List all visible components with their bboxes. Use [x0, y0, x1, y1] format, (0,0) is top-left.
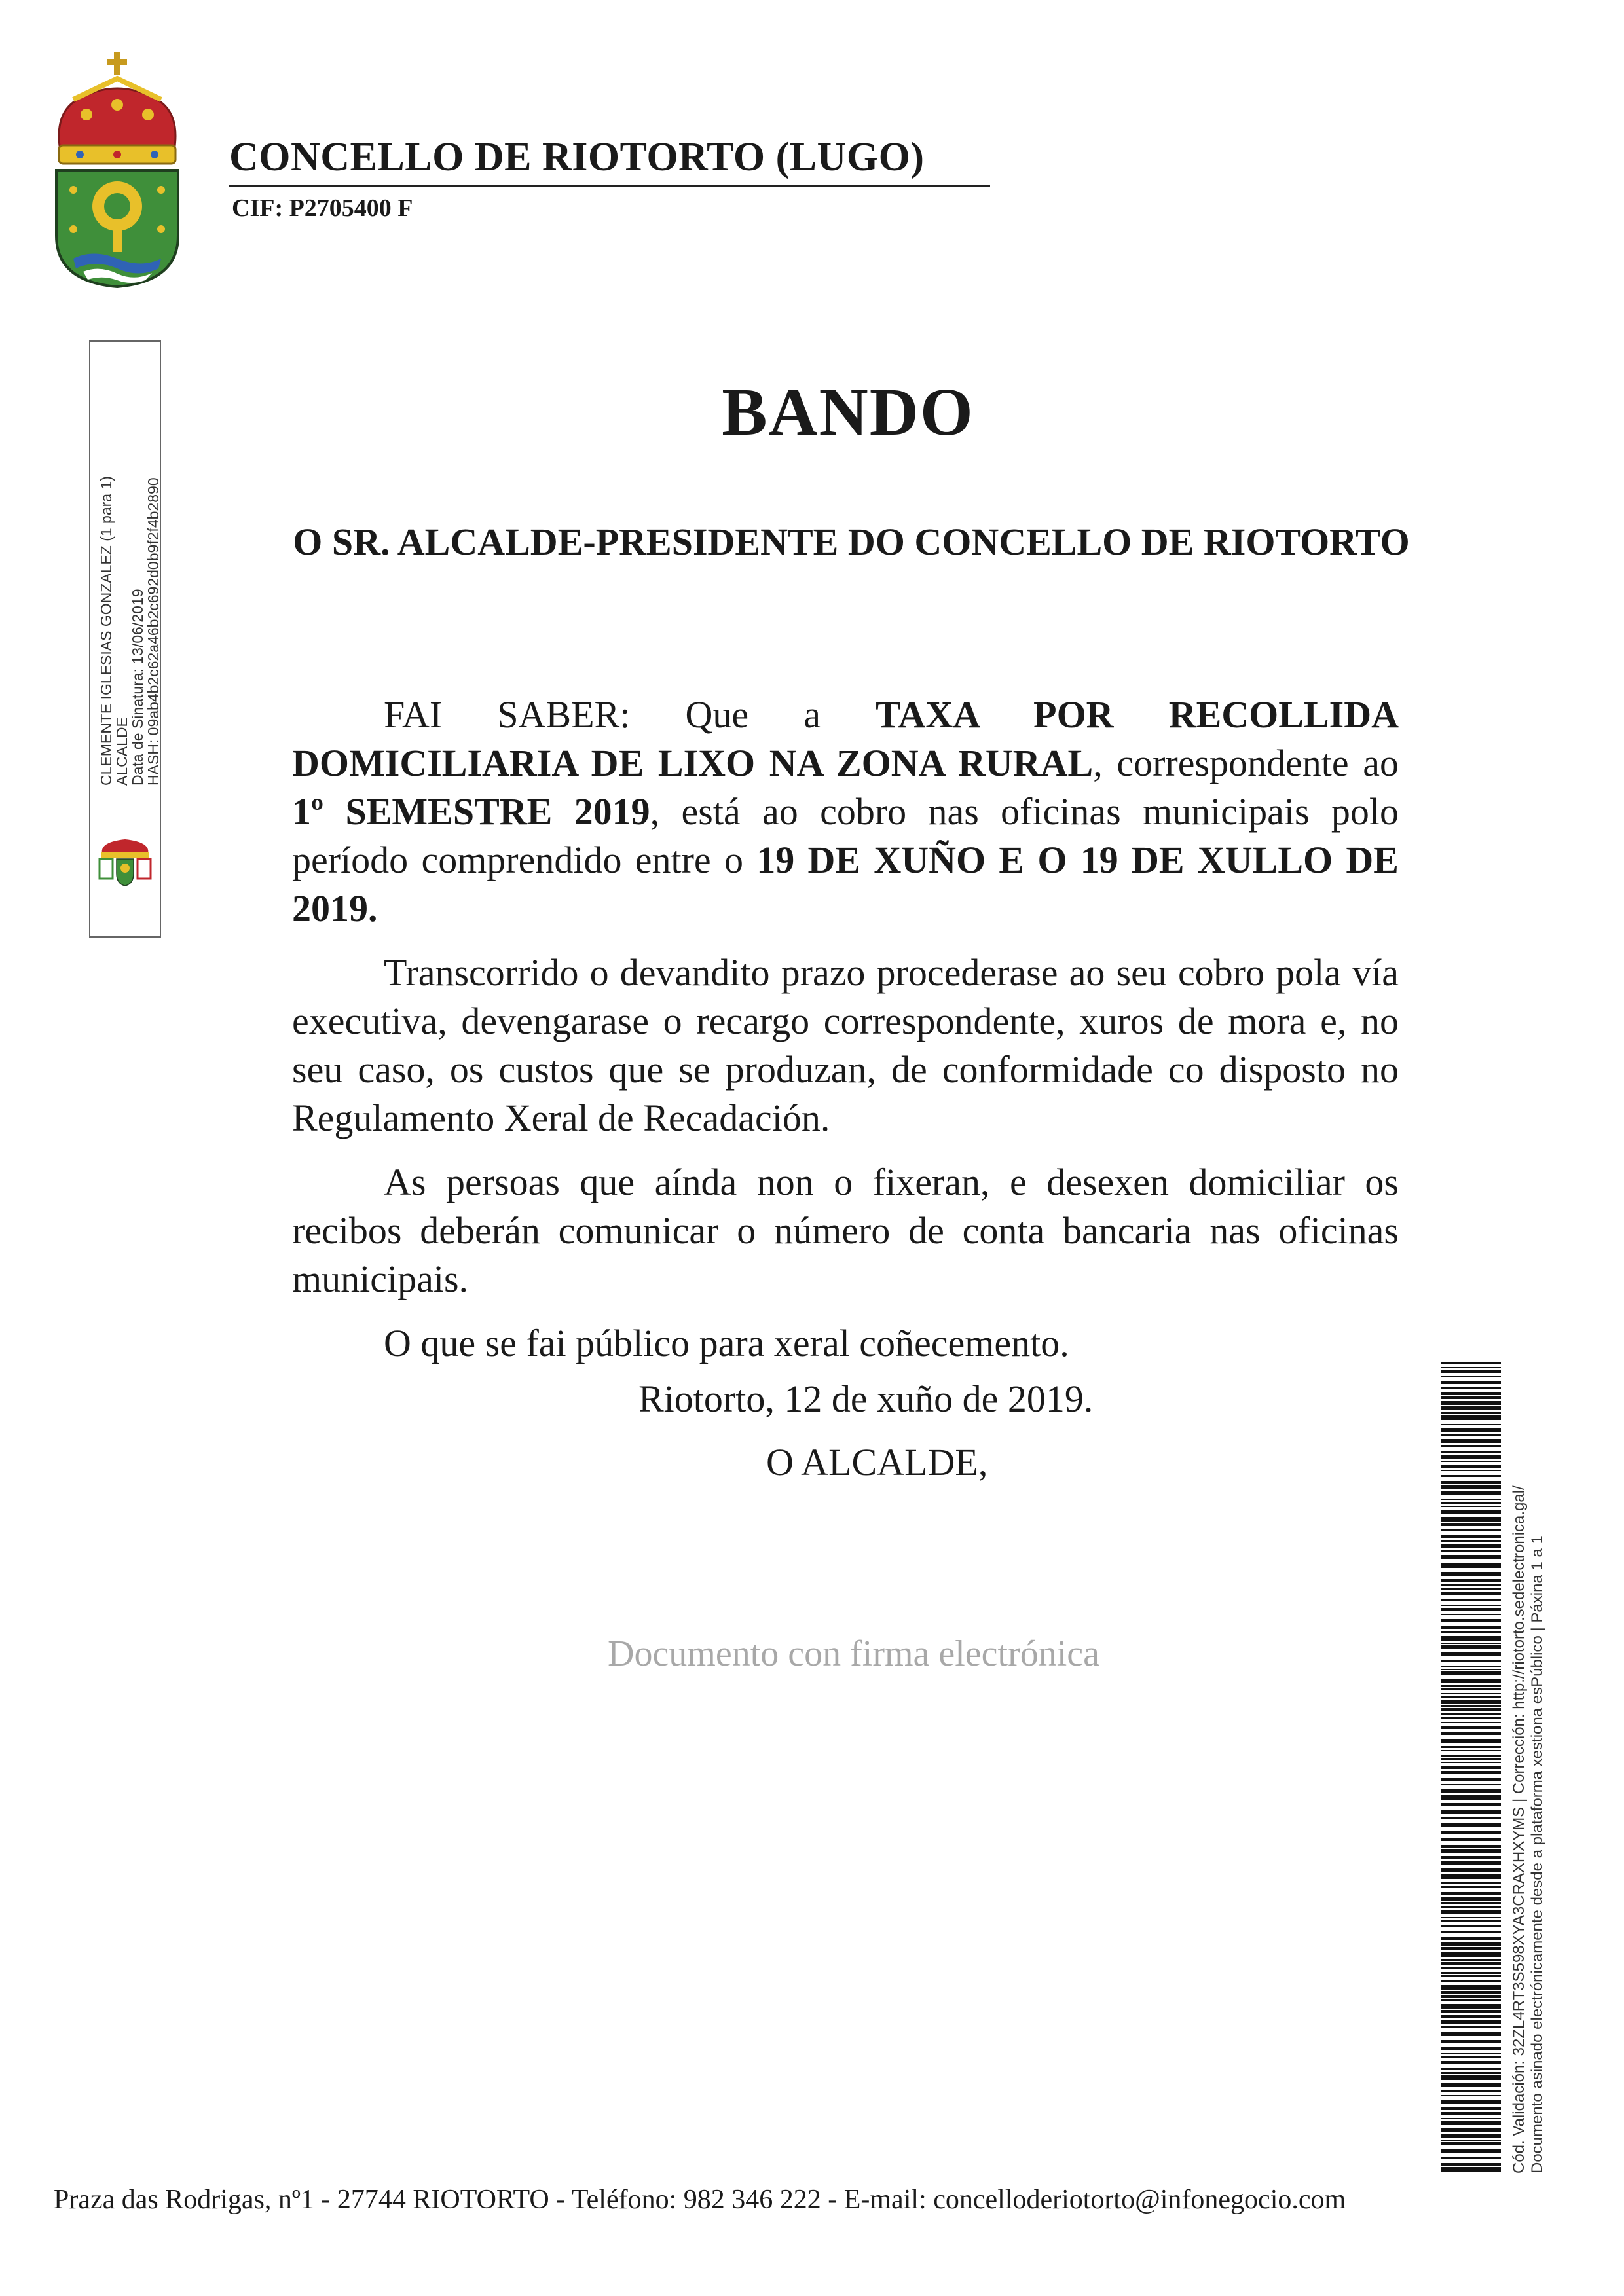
barcode-bar	[1441, 1415, 1501, 1420]
barcode-bar	[1441, 1510, 1501, 1514]
barcode-bar	[1441, 1937, 1501, 1940]
payment-dates: 19 DE XUÑO E O 19 DE XULLO DE 2019.	[292, 839, 1399, 930]
validation-platform-line: Documento asinado electrónicamente desde a plataforma xestiona esPúblico | Páxina 1 a 1	[1528, 1535, 1546, 2174]
barcode-bar	[1441, 1708, 1501, 1711]
barcode-bar	[1441, 1475, 1501, 1477]
barcode-bar	[1441, 1506, 1501, 1507]
barcode-bar	[1441, 2128, 1501, 2132]
barcode-bar	[1441, 1962, 1501, 1965]
barcode-bar	[1441, 1717, 1501, 1719]
body-paragraph-announcement	[292, 691, 1399, 933]
barcode-bar	[1441, 1817, 1501, 1819]
barcode-bar	[1441, 1902, 1501, 1904]
barcode-bar	[1441, 2072, 1501, 2074]
barcode-bar	[1441, 2083, 1501, 2087]
barcode-bar	[1441, 2015, 1501, 2018]
barcode-bar	[1441, 2121, 1501, 2125]
barcode-bar	[1441, 1455, 1501, 1459]
barcode-bar	[1441, 1412, 1501, 1414]
barcode-bar	[1441, 2095, 1501, 2096]
barcode-bar	[1441, 1897, 1501, 1901]
barcode-bar	[1441, 1592, 1501, 1595]
barcode-bar	[1441, 1626, 1501, 1629]
barcode-bar	[1441, 1778, 1501, 1781]
barcode-bar	[1441, 2032, 1501, 2036]
barcode-bar	[1441, 1985, 1501, 1990]
barcode-bar	[1441, 1439, 1501, 1443]
barcode-bar	[1441, 1972, 1501, 1974]
barcode-bar	[1441, 1980, 1501, 1982]
barcode-bar	[1441, 1631, 1501, 1633]
barcode-bar	[1441, 2140, 1501, 2141]
barcode-bar	[1441, 1465, 1501, 1468]
barcode-bar	[1441, 1750, 1501, 1751]
barcode-bar	[1441, 1387, 1501, 1389]
barcode-bar	[1441, 1517, 1501, 1522]
barcode-bar	[1441, 1906, 1501, 1908]
barcode-bar	[1441, 1434, 1501, 1436]
barcode-bar	[1441, 1451, 1501, 1453]
electronic-signature-note: Documento con firma electrónica	[608, 1633, 1099, 1674]
barcode-bar	[1441, 2167, 1501, 2172]
barcode-bar	[1441, 1766, 1501, 1769]
barcode-bar	[1441, 1669, 1501, 1670]
barcode-bar	[1441, 1762, 1501, 1763]
barcode-bar	[1441, 1636, 1501, 1641]
barcode-bar	[1441, 2107, 1501, 2110]
barcode-bar	[1441, 1967, 1501, 1969]
barcode-bar	[1441, 1693, 1501, 1694]
barcode-bar	[1441, 1789, 1501, 1793]
barcode-bar	[1441, 1376, 1501, 1377]
barcode-bar	[1441, 1499, 1501, 1500]
barcode-bar	[1441, 1614, 1501, 1615]
barcode-bar	[1441, 1784, 1501, 1785]
barcode-bar	[1441, 2075, 1501, 2080]
barcode-bar	[1441, 1428, 1501, 1432]
barcode-bar	[1441, 1470, 1501, 1471]
barcode-bar	[1441, 2047, 1501, 2050]
barcode-bar	[1441, 1874, 1501, 1879]
body-paragraph-closing: O que se fai público para xeral coñecemento.	[384, 1322, 1069, 1364]
barcode-bar	[1441, 1685, 1501, 1687]
barcode-bar	[1441, 1917, 1501, 1918]
tax-name: TAXA POR RECOLLIDA DOMICILIARIA DE LIXO NA ZONA RURAL	[292, 693, 1399, 784]
body-paragraph-direct-debit: As persoas que aínda non o fixeran, e desexen domiciliar os recibos deberán comunicar o número de conta bancaria nas oficinas municipais.	[292, 1161, 1399, 1300]
barcode-bar	[1441, 1619, 1501, 1622]
barcode-bar	[1441, 1535, 1501, 1538]
document-title: BANDO	[722, 374, 974, 450]
barcode-bar	[1441, 2163, 1501, 2166]
barcode-bar	[1441, 1540, 1501, 1542]
barcode-bar	[1441, 1401, 1501, 1405]
barcode-bar	[1441, 1652, 1501, 1656]
barcode-bar	[1441, 1726, 1501, 1729]
document-body	[292, 691, 1399, 1383]
barcode-bar	[1441, 1942, 1501, 1946]
barcode-bar	[1441, 2053, 1501, 2054]
barcode-bar	[1441, 2100, 1501, 2104]
barcode-bar	[1441, 1555, 1501, 1559]
barcode-bar	[1441, 1605, 1501, 1606]
barcode-bar	[1441, 1671, 1501, 1675]
barcode-bar	[1441, 1952, 1501, 1957]
barcode-bar	[1441, 1910, 1501, 1914]
barcode-bar	[1441, 2090, 1501, 2092]
barcode-bar	[1441, 2056, 1501, 2058]
barcode-bar	[1441, 1529, 1501, 1531]
barcode-bar	[1441, 1823, 1501, 1827]
barcode-bar	[1441, 1758, 1501, 1760]
validation-text	[1510, 1355, 1562, 2174]
barcode-bar	[1441, 1882, 1501, 1884]
barcode-bar	[1441, 1795, 1501, 1800]
cif-number: CIF: P2705400 F	[232, 194, 413, 222]
barcode-bar	[1441, 1991, 1501, 1994]
barcode-bar	[1441, 1920, 1501, 1922]
barcode-bar	[1441, 1803, 1501, 1806]
barcode-bar	[1441, 1660, 1501, 1662]
text-run: , correspondente ao	[1093, 742, 1399, 784]
barcode-bar	[1441, 1367, 1501, 1368]
barcode-bar	[1441, 1931, 1501, 1933]
signature-line: CLEMENTE IGLESIAS GONZALEZ (1 para 1)	[98, 476, 115, 786]
barcode-bar	[1441, 1696, 1501, 1698]
barcode-bar	[1441, 2134, 1501, 2138]
text-run: , está ao cobro nas oficinas municipais polo período comprendido entre o	[292, 790, 1399, 881]
barcode-bar	[1441, 1502, 1501, 1504]
barcode-bar	[1441, 1856, 1501, 1859]
barcode-bar	[1441, 1746, 1501, 1748]
barcode-bar	[1441, 1481, 1501, 1484]
mini-coat-of-arms-icon	[97, 835, 153, 888]
barcode-bar	[1441, 1705, 1501, 1707]
barcode-bar	[1441, 1666, 1501, 1667]
barcode-bar	[1441, 1491, 1501, 1495]
barcode-bar	[1441, 1608, 1501, 1611]
barcode-bar	[1441, 1771, 1501, 1774]
barcode-bar	[1441, 1925, 1501, 1927]
signature-line: Data de Sinatura: 13/06/2019	[129, 589, 146, 786]
header-divider	[229, 185, 990, 187]
barcode-bar	[1441, 2004, 1501, 2009]
barcode-bar	[1441, 1845, 1501, 1848]
barcode-bar	[1441, 1563, 1501, 1568]
barcode-bar	[1441, 2157, 1501, 2159]
barcode-bar	[1441, 1599, 1501, 1601]
barcode-bar	[1441, 1975, 1501, 1977]
barcode-bar	[1441, 1722, 1501, 1723]
period-name: 1º SEMESTRE 2019	[292, 790, 650, 833]
barcode-bar	[1441, 1523, 1501, 1526]
barcode-bar	[1441, 1406, 1501, 1410]
barcode-bar	[1441, 1713, 1501, 1715]
barcode-bar	[1441, 1861, 1501, 1865]
barcode-bar	[1441, 1544, 1501, 1548]
barcode-bar	[1441, 1688, 1501, 1690]
barcode-bar	[1441, 1868, 1501, 1872]
organization-title: CONCELLO DE RIOTORTO (LUGO)	[229, 135, 925, 179]
barcode-bar	[1441, 1381, 1501, 1384]
address-footer: Praza das Rodrigas, nº1 - 27744 RIOTORTO - Teléfono: 982 346 222 - E-mail: concelloderiotorto@infonegocio.com	[54, 2185, 1346, 2215]
barcode-bar	[1441, 2010, 1501, 2013]
barcode-bar	[1441, 2112, 1501, 2115]
barcode-bar	[1441, 1461, 1501, 1462]
barcode-bar	[1441, 2061, 1501, 2064]
barcode-bar	[1441, 1392, 1501, 1395]
barcode-bar	[1441, 1362, 1501, 1364]
signature-line: ALCALDE	[113, 717, 130, 786]
barcode-bar	[1441, 1755, 1501, 1757]
signature-line: HASH: 09ab4b2c62a46b2c692d0b9f2f4b2890	[145, 477, 162, 786]
validation-barcode	[1441, 1362, 1501, 2174]
barcode-bar	[1441, 1999, 1501, 2001]
barcode-bar	[1441, 1947, 1501, 1950]
barcode-bar	[1441, 1732, 1501, 1735]
barcode-bar	[1441, 1550, 1501, 1552]
barcode-bar	[1441, 2142, 1501, 2145]
barcode-bar	[1441, 1831, 1501, 1834]
barcode-bar	[1441, 1579, 1501, 1582]
signer-title: O ALCALDE,	[766, 1441, 988, 1484]
barcode-bar	[1441, 1396, 1501, 1399]
barcode-bar	[1441, 2149, 1501, 2153]
barcode-bar	[1441, 1445, 1501, 1447]
barcode-bar	[1441, 2020, 1501, 2024]
barcode-bar	[1441, 1739, 1501, 1743]
barcode-bar	[1441, 1584, 1501, 1586]
barcode-bar	[1441, 2040, 1501, 2043]
text-run: FAI SABER: Que a	[384, 693, 876, 736]
barcode-bar	[1441, 1995, 1501, 1998]
body-paragraph-enforcement: Transcorrido o devandito prazo procederase ao seu cobro pola vía executiva, devengarase o recargo correspondente, xuros de mora e, no seu caso, os custos que se produzan, de conformidade co disposto no Regulamento Xeral de Recadación.	[292, 951, 1399, 1139]
barcode-bar	[1441, 2068, 1501, 2070]
issuer-heading: O SR. ALCALDE-PRESIDENTE DO CONCELLO DE RIOTORTO	[293, 520, 1410, 563]
barcode-bar	[1441, 1588, 1501, 1590]
barcode-bar	[1441, 1886, 1501, 1888]
barcode-bar	[1441, 1572, 1501, 1576]
barcode-bar	[1441, 1485, 1501, 1489]
barcode-bar	[1441, 1679, 1501, 1683]
barcode-bar	[1441, 1370, 1501, 1373]
barcode-bar	[1441, 1810, 1501, 1814]
barcode-bar	[1441, 1645, 1501, 1649]
place-and-date: Riotorto, 12 de xuño de 2019.	[638, 1377, 1094, 1420]
barcode-bar	[1441, 1959, 1501, 1961]
barcode-bar	[1441, 1424, 1501, 1425]
barcode-bar	[1441, 2118, 1501, 2119]
barcode-bar	[1441, 1700, 1501, 1704]
barcode-bar	[1441, 1643, 1501, 1644]
barcode-bar	[1441, 1849, 1501, 1853]
barcode-bar	[1441, 2026, 1501, 2028]
signature-stamp-text	[98, 196, 170, 786]
barcode-bar	[1441, 1892, 1501, 1895]
barcode-bar	[1441, 1838, 1501, 1841]
validation-code-line: Cód. Validación: 32ZL4RT3S598XYA3CRAXHXYMS | Corrección: http://riotorto.sedelectronica.gal/	[1510, 1485, 1528, 2174]
